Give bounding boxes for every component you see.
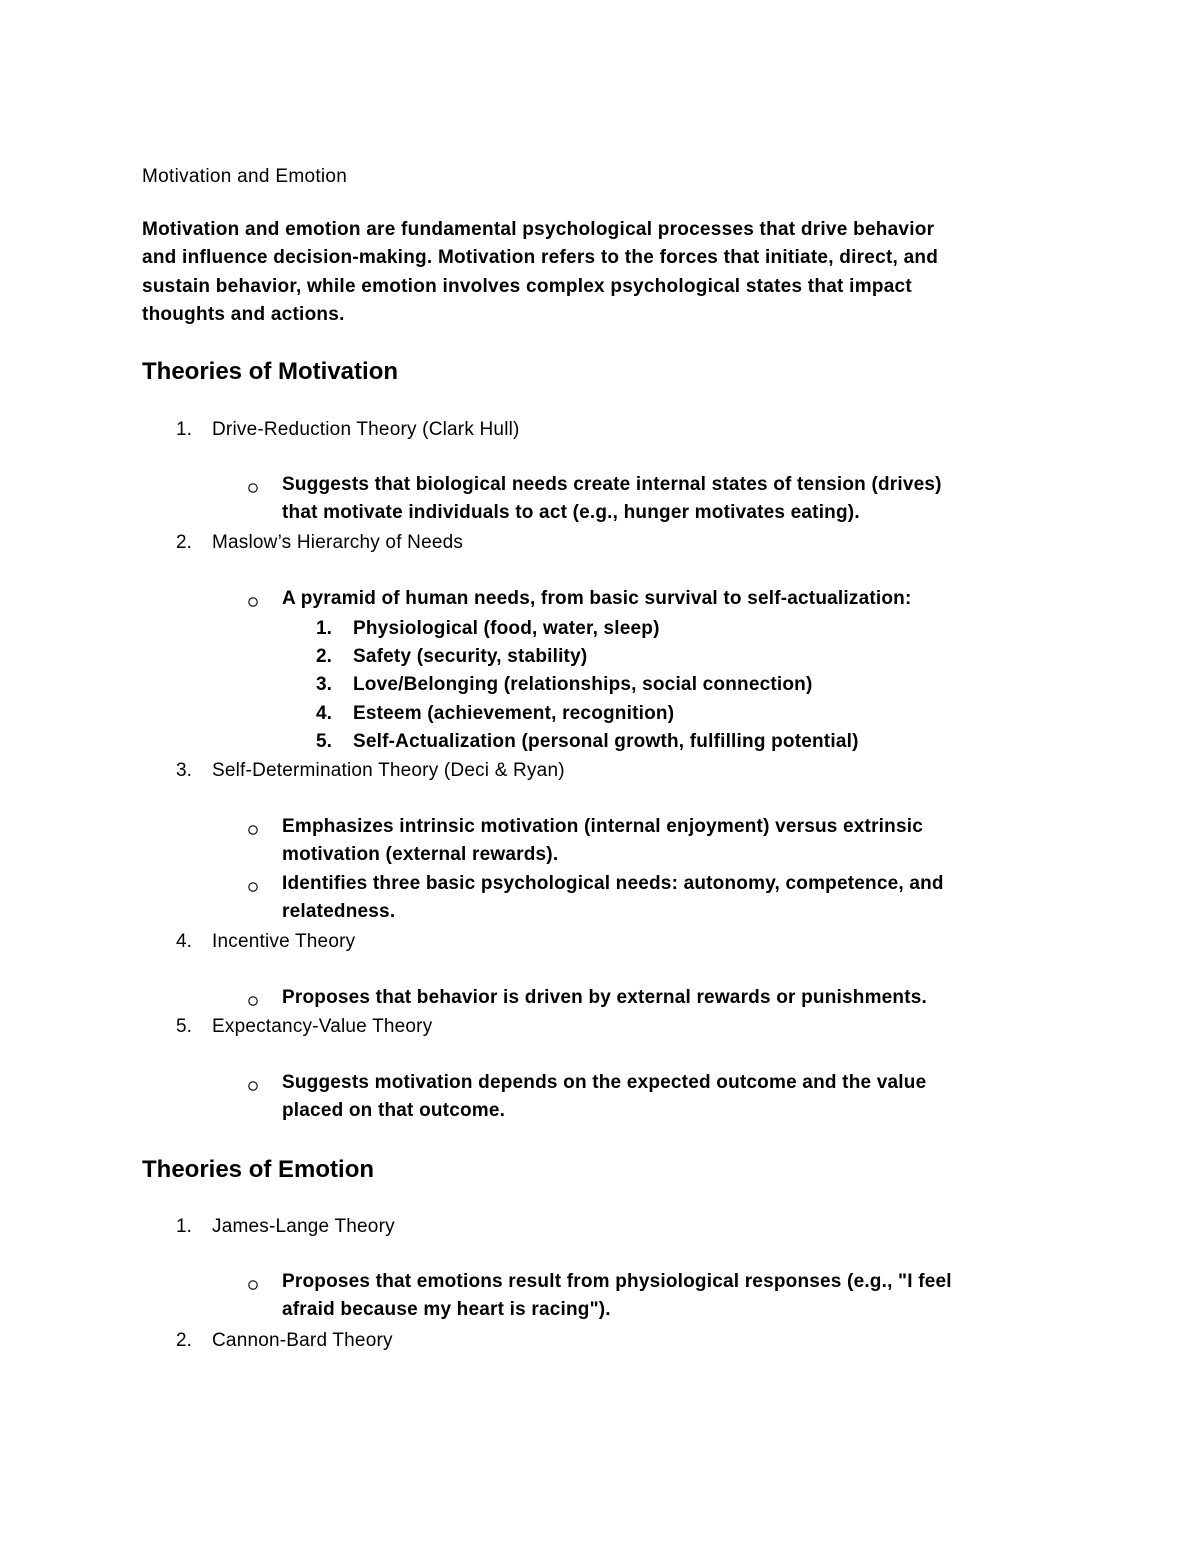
sublist-item: Self-Actualization (personal growth, fulfilling potential)	[353, 731, 859, 752]
list-number: 5.	[176, 1016, 192, 1037]
theory-title: Expectancy-Value Theory	[212, 1016, 433, 1037]
bullet-text: A pyramid of human needs, from basic survival to self-actualization:	[282, 588, 912, 609]
bullet-text: Identifies three basic psychological needs: autonomy, competence, and relatedness.	[282, 873, 944, 923]
hollow-circle-bullet-icon	[247, 596, 259, 608]
hollow-circle-bullet-icon	[247, 995, 259, 1007]
list-number: 4.	[176, 931, 192, 952]
section-heading-emotion: Theories of Emotion	[142, 1156, 375, 1183]
list-number: 2.	[176, 1330, 192, 1351]
intro-line: sustain behavior, while emotion involves complex psychological states that impact	[142, 275, 912, 297]
intro-paragraph	[142, 216, 1042, 330]
list-number: 1.	[176, 419, 192, 440]
hollow-circle-bullet-icon	[247, 1080, 259, 1092]
hollow-circle-bullet-icon	[247, 824, 259, 836]
sublist-number: 1.	[316, 618, 332, 639]
hollow-circle-bullet-icon	[247, 1279, 259, 1291]
sublist-item: Love/Belonging (relationships, social connection)	[353, 674, 813, 695]
bullet-text: Emphasizes intrinsic motivation (internal enjoyment) versus extrinsic motivation (external rewards).	[282, 816, 923, 866]
theory-title: James-Lange Theory	[212, 1216, 395, 1237]
theory-title: Drive-Reduction Theory (Clark Hull)	[212, 419, 520, 440]
bullet-text: Suggests that biological needs create internal states of tension (drives) that motivate individuals to act (e.g., hunger motivates eating).	[282, 474, 942, 524]
list-number: 1.	[176, 1216, 192, 1237]
sublist-item: Esteem (achievement, recognition)	[353, 703, 675, 724]
sublist-item: Physiological (food, water, sleep)	[353, 618, 660, 639]
intro-line: and influence decision-making. Motivation refers to the forces that initiate, direct, and	[142, 247, 939, 269]
bullet-text: Proposes that emotions result from physiological responses (e.g., "I feel afraid because my heart is racing").	[282, 1271, 952, 1321]
theory-title: Cannon-Bard Theory	[212, 1330, 393, 1351]
list-number: 2.	[176, 532, 192, 553]
theory-title: Self-Determination Theory (Deci & Ryan)	[212, 760, 565, 781]
bullet-text: Proposes that behavior is driven by external rewards or punishments.	[282, 987, 928, 1008]
document-title: Motivation and Emotion	[142, 166, 348, 187]
list-number: 3.	[176, 760, 192, 781]
hollow-circle-bullet-icon	[247, 482, 259, 494]
sublist-item: Safety (security, stability)	[353, 646, 588, 667]
intro-line: thoughts and actions.	[142, 304, 345, 326]
sublist-number: 4.	[316, 703, 332, 724]
sublist-number: 5.	[316, 731, 332, 752]
section-heading-motivation: Theories of Motivation	[142, 358, 399, 385]
theory-title: Maslow’s Hierarchy of Needs	[212, 532, 464, 553]
sublist-number: 2.	[316, 646, 332, 667]
theory-title: Incentive Theory	[212, 931, 356, 952]
intro-line: Motivation and emotion are fundamental psychological processes that drive behavior	[142, 219, 935, 240]
sublist-number: 3.	[316, 674, 332, 695]
bullet-text: Suggests motivation depends on the expected outcome and the value placed on that outcome.	[282, 1072, 927, 1122]
hollow-circle-bullet-icon	[247, 881, 259, 893]
